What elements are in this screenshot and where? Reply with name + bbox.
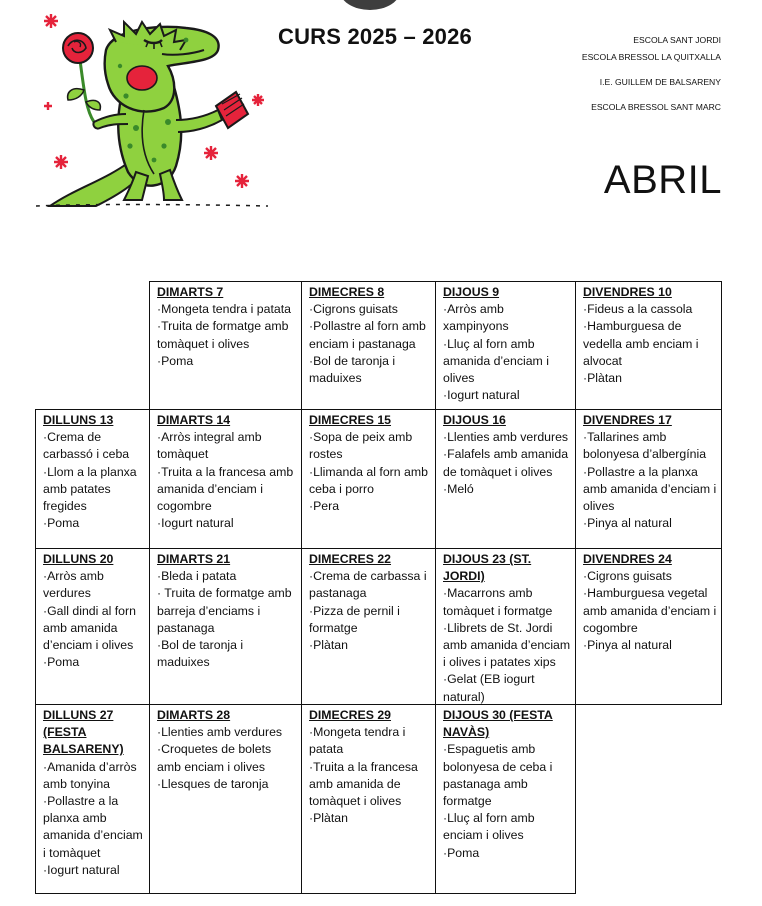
menu-dish: ·Pinya al natural [583, 516, 672, 531]
menu-dish: ·Pollastre a la planxa amb amanida d’enciam i tomàquet [43, 794, 143, 860]
menu-dish: ·Cigrons guisats [309, 302, 398, 317]
menu-dish: ·Iogurt natural [157, 516, 234, 531]
menu-dish: ·Lluç al forn amb amanida d’enciam i olives [443, 336, 549, 386]
menu-dish: ·Poma [157, 353, 194, 368]
menu-day-cell [575, 548, 722, 705]
day-heading: DIMARTS 28 [157, 708, 231, 722]
menu-day-cell [301, 704, 436, 894]
menu-day-cell [435, 548, 576, 705]
school-name: ESCOLA BRESSOL SANT MARC [591, 102, 721, 112]
menu-day-cell [149, 409, 302, 549]
day-heading: DILLUNS 27 (FESTA BALSARENY) [43, 708, 124, 757]
menu-day-cell [35, 409, 150, 549]
menu-day-cell [35, 704, 150, 894]
menu-dish: ·Falafels amb amanida de tomàquet i olives [443, 447, 569, 479]
menu-dish: ·Truita a la francesa amb amanida de tomàquet i olives [309, 759, 418, 809]
menu-dish: ·Bol de taronja i maduixes [309, 353, 396, 386]
menu-dish: ·Truita a la francesa amb amanida d’enciam i cogombre [157, 464, 294, 514]
day-heading: DIJOUS 9 [443, 285, 500, 299]
menu-dish: ·Bol de taronja i maduixes [157, 638, 244, 670]
menu-dish: ·Plàtan [309, 811, 348, 826]
day-heading: DIMECRES 22 [309, 552, 392, 566]
menu-dish: ·Arròs integral amb tomàquet [157, 430, 262, 462]
menu-dish: ·Llimanda al forn amb ceba i porro [309, 464, 428, 496]
day-heading: DIMARTS 14 [157, 413, 231, 427]
menu-dish: ·Bleda i patata [157, 569, 237, 584]
menu-dish: ·Gelat (EB iogurt natural) [443, 672, 535, 704]
menu-dish: ·Truita de formatge amb tomàquet i olives [157, 319, 289, 351]
menu-dish: ·Llom a la planxa amb patates fregides [43, 464, 137, 514]
menu-day-cell [575, 409, 722, 549]
menu-dish: ·Pollastre al forn amb enciam i pastanaga [309, 319, 426, 351]
menu-dish: ·Arròs amb verdures [43, 569, 104, 601]
menu-day-cell [301, 281, 436, 410]
menu-dish: ·Amanida d’arròs amb tonyina [43, 759, 137, 791]
day-heading: DIMECRES 15 [309, 413, 392, 427]
menu-dish: · Truita de formatge amb barreja d’enciams i pastanaga [157, 586, 292, 635]
menu-day-cell [149, 281, 302, 410]
menu-day-cell [435, 704, 576, 894]
menu-day-cell [149, 704, 302, 894]
menu-day-cell [301, 409, 436, 549]
menu-dish: ·Espaguetis amb bolonyesa de ceba i pastanaga amb formatge [443, 742, 553, 809]
day-heading: DIJOUS 23 (ST. JORDI) [443, 552, 532, 584]
day-heading: DIVENDRES 17 [583, 413, 672, 427]
school-list [582, 34, 721, 113]
menu-dish: ·Poma [43, 655, 80, 670]
day-heading: DIMECRES 29 [309, 708, 392, 722]
menu-dish: ·Pera [309, 499, 340, 514]
menu-day-cell [35, 548, 150, 705]
day-heading: DILLUNS 13 [43, 413, 114, 427]
menu-dish: ·Plàtan [309, 638, 348, 653]
page-top-dot [340, 0, 400, 10]
menu-day-cell [435, 281, 576, 410]
menu-dish: ·Meló [443, 481, 474, 496]
menu-dish: ·Cigrons guisats [583, 569, 672, 584]
school-name: ESCOLA BRESSOL LA QUITXALLA [581, 52, 721, 62]
menu-dish: ·Crema de carbassó i ceba [43, 430, 130, 462]
book-icon [216, 92, 248, 128]
day-heading: DIVENDRES 24 [583, 552, 672, 566]
menu-dish: ·Arròs amb xampinyons [443, 302, 509, 334]
menu-dish: ·Pinya al natural [583, 638, 672, 653]
menu-dish: ·Mongeta tendra i patata [309, 725, 406, 757]
menu-dish: ·Poma [443, 845, 480, 860]
day-heading: DIMARTS 21 [157, 552, 231, 566]
menu-dish: ·Crema de carbassa i pastanaga [309, 569, 427, 601]
day-heading: DIVENDRES 10 [583, 285, 672, 299]
menu-dish: ·Fideus a la cassola [583, 302, 693, 317]
school-name: I.E. GUILLEM DE BALSARENY [599, 77, 721, 87]
menu-dish: ·Pizza de pernil i formatge [309, 603, 400, 635]
menu-dish: ·Macarrons amb tomàquet i formatge [443, 586, 553, 618]
menu-dish: ·Hamburguesa de vedella amb enciam i alvocat [583, 319, 699, 368]
menu-dish: ·Llibrets de St. Jordi amb amanida d’enciam i olives i patates xips [443, 620, 571, 670]
menu-dish: ·Llenties amb verdures [443, 430, 569, 445]
dragon-logo [36, 10, 268, 208]
menu-dish: ·Iogurt natural [43, 862, 120, 877]
menu-dish: ·Gall dindi al forn amb amanida d’enciam i olives [43, 603, 136, 653]
menu-day-cell [575, 281, 722, 410]
menu-day-cell [301, 548, 436, 705]
course-title: CURS 2025 – 2026 [278, 24, 472, 49]
menu-dish: ·Poma [43, 516, 80, 531]
day-heading: DIMECRES 8 [309, 285, 385, 299]
day-heading: DILLUNS 20 [43, 552, 114, 566]
menu-day-cell [435, 409, 576, 549]
menu-dish: ·Hamburguesa vegetal amb amanida d’enciam i cogombre [583, 586, 717, 635]
menu-day-cell [149, 548, 302, 705]
menu-dish: ·Pollastre a la planxa amb amanida d’enciam i olives [583, 464, 717, 514]
menu-dish: ·Iogurt natural [443, 388, 520, 403]
day-heading: DIJOUS 16 [443, 413, 506, 427]
school-name: ESCOLA SANT JORDI [633, 35, 721, 45]
day-heading: DIJOUS 30 (FESTA NAVÀS) [443, 708, 553, 740]
menu-dish: ·Llesques de taronja [157, 776, 269, 791]
menu-dish: ·Plàtan [583, 371, 622, 386]
month-title: ABRIL [603, 158, 722, 202]
menu-dish: ·Croquetes de bolets amb enciam i olives [157, 742, 272, 774]
menu-dish: ·Sopa de peix amb rostes [309, 430, 413, 462]
rose-icon [63, 33, 93, 63]
menu-dish: ·Mongeta tendra i patata [157, 302, 291, 317]
menu-dish: ·Llenties amb verdures [157, 725, 283, 740]
menu-dish: ·Tallarines amb bolonyesa d’albergínia [583, 430, 707, 462]
day-heading: DIMARTS 7 [157, 285, 224, 299]
menu-dish: ·Lluç al forn amb enciam i olives [443, 811, 535, 843]
